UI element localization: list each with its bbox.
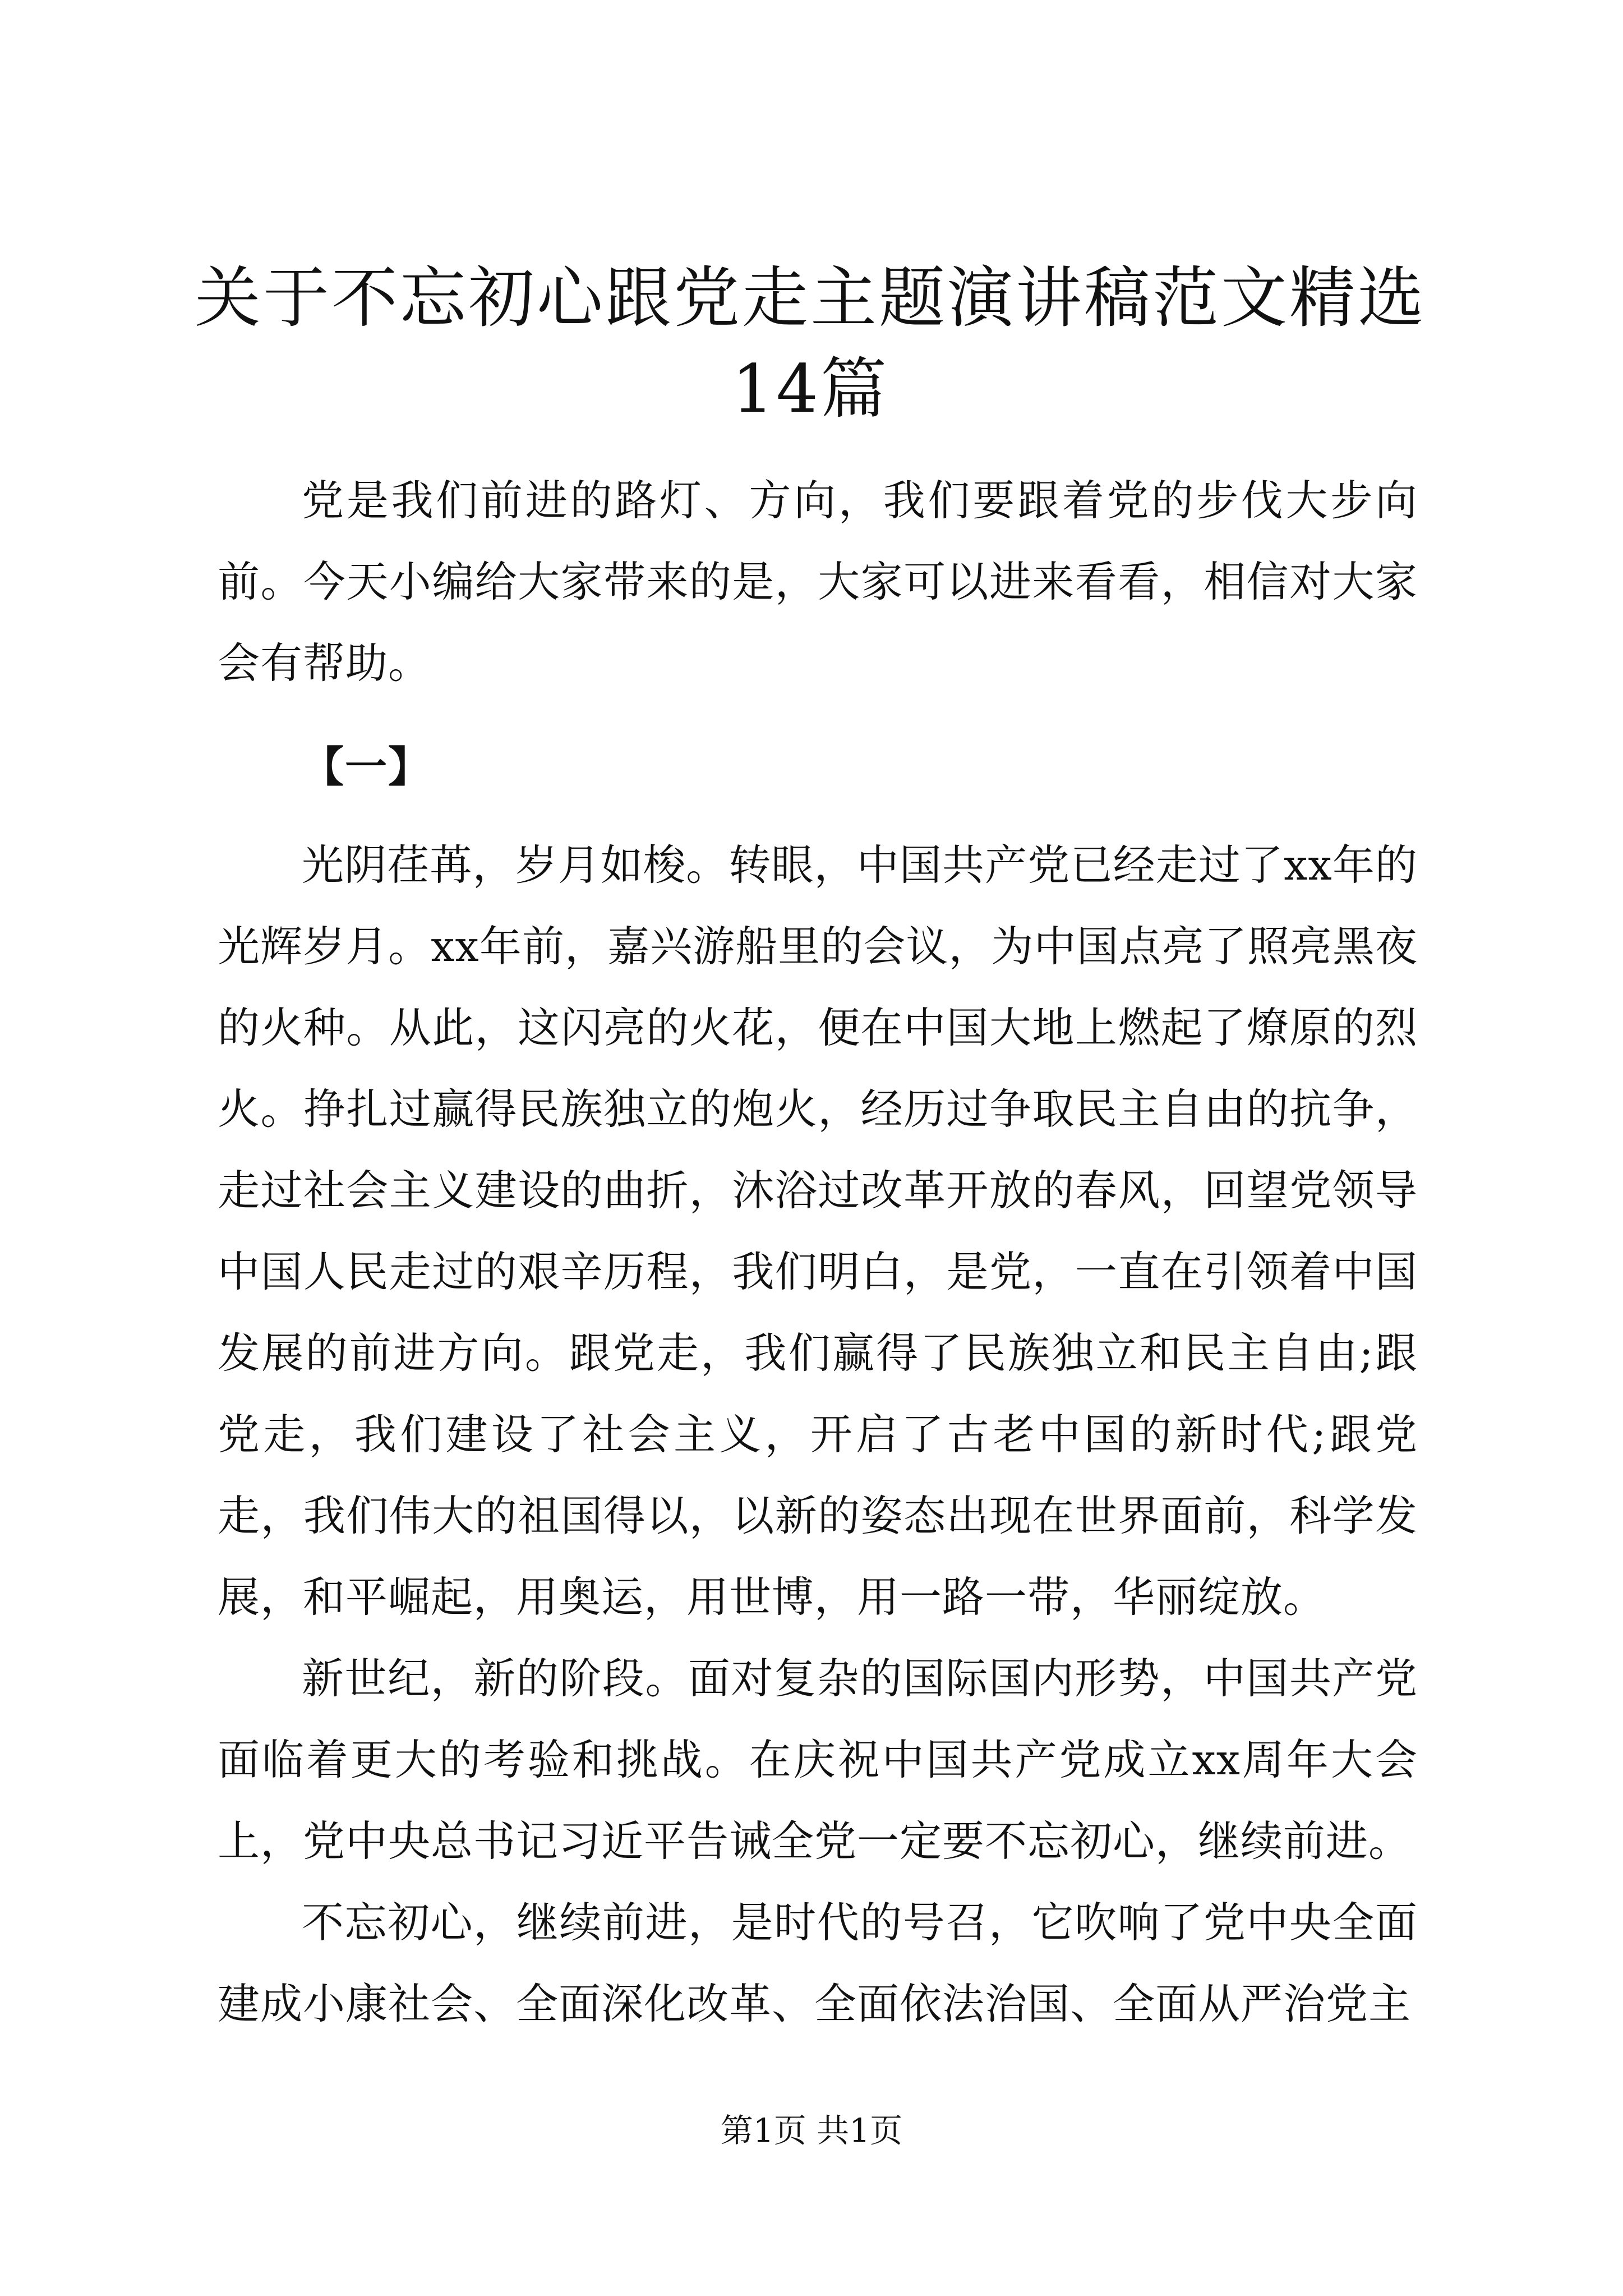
body-paragraph-2: 新世纪，新的阶段。面对复杂的国际国内形势，中国共产党面临着更大的考验和挑战。在庆祝中国共产党成立xx周年大会上，党中央总书记习近平告诫全党一定要不忘初心，继续前进。 xyxy=(218,1654,1418,1866)
page-footer: 第1页 共1页 xyxy=(720,2111,903,2150)
intro-paragraph: 党是我们前进的路灯、方向，我们要跟着党的步伐大步向前。今天小编给大家带来的是，大家可以进来看看，相信对大家会有帮助。 xyxy=(218,476,1418,688)
section-heading: 【一】 xyxy=(302,742,432,792)
body-paragraph-3: 不忘初心，继续前进，是时代的号召，它吹响了党中央全面建成小康社会、全面深化改革、全面依法治国、全面从严治党主 xyxy=(218,1898,1418,2028)
document-title: 关于不忘初心跟党走主题演讲稿范文精选14篇 xyxy=(194,259,1426,427)
body-paragraph-1: 光阴荏苒，岁月如梭。转眼，中国共产党已经走过了xx年的光辉岁月。xx年前，嘉兴游船里的会议，为中国点亮了照亮黑夜的火种。从此，这闪亮的火花，便在中国大地上燃起了燎原的烈火。挣扎过赢得民族独立的炮火，经历过争取民主自由的抗争，走过社会主义建设的曲折，沐浴过改革开放的春风，回望党领导中国人民走过的艰辛历程，我们明白，是党，一直在引领着中国发展的前进方向。跟党走，我们赢得了民族独立和民主自由;跟党走，我们建设了社会主义，开启了古老中国的新时代;跟党走，我们伟大的祖国得以，以新的姿态出现在世界面前，科学发展，和平崛起，用奥运，用世博，用一路一带，华丽绽放。 xyxy=(218,840,1418,1622)
document-body xyxy=(218,460,1418,2045)
